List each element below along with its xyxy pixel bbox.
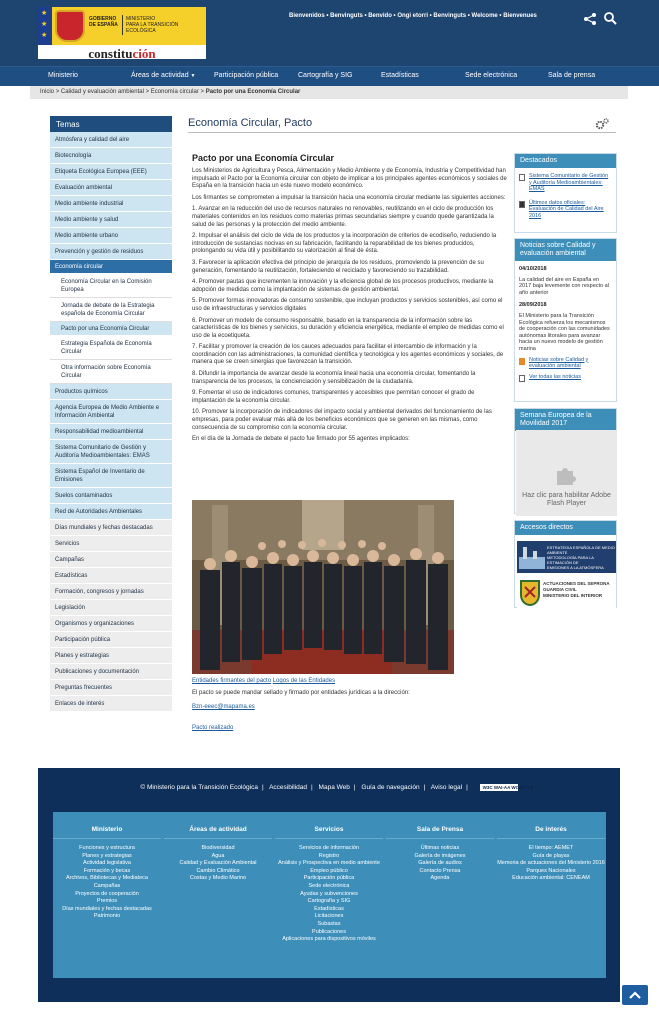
language-selector[interactable]: Bienvenidos • Benvinguts • Benvido • Ongi etorri • Benvinguts • Welcome • Bienvenues: [289, 13, 537, 19]
footer-link[interactable]: Formación y becas: [83, 867, 131, 874]
footer-link[interactable]: Licitaciones: [314, 913, 344, 920]
sidebar-item[interactable]: Participación pública: [50, 632, 172, 648]
destacados-link-aire[interactable]: Últimos datos oficiales: Evaluación de Calidad del Aire 2016: [529, 199, 604, 219]
accesos-emisiones-text: ESTRATEGIA ESPAÑOLA DE MEDIO AMBIENTE METODOLOGÍA PARA LA ESTIMACIÓN DE EMISIONES A LA ATMÓSFERA: [547, 545, 615, 570]
footer-link[interactable]: Cambio Climático: [196, 867, 240, 874]
sidebar-item[interactable]: Agencia Europea de Medio Ambiente e Información Ambiental: [50, 400, 172, 424]
footer-link[interactable]: Empleo público: [310, 867, 348, 874]
sidebar-item[interactable]: Red de Autoridades Ambientales: [50, 504, 172, 520]
sidebar-item[interactable]: Días mundiales y fechas destacadas: [50, 520, 172, 536]
sidebar-item[interactable]: Evaluación ambiental: [50, 180, 172, 196]
nav-ministerio[interactable]: Ministerio: [48, 72, 78, 79]
paragraph: 3. Favorecer la aplicación efectiva del principio de jerarquía de los residuos, promoviendo la prevención de su generación, fomentando la reutilización, fortaleciendo el reciclado y favoreciendo su trazabilidad.: [192, 259, 484, 274]
footer-link[interactable]: Contacto Prensa: [419, 867, 461, 874]
footer-link[interactable]: Galería de audios: [418, 860, 462, 867]
share-icon[interactable]: [583, 12, 597, 26]
sidebar-item[interactable]: Productos químicos: [50, 384, 172, 400]
accesos-box: [514, 520, 617, 608]
footer-link[interactable]: Aplicaciones para dispositivos móviles: [282, 936, 376, 943]
footer-link[interactable]: Calidad y Evaluación Ambiental: [179, 860, 257, 867]
footer-link[interactable]: Costas y Medio Marino: [189, 875, 247, 882]
paragraph: 6. Promover un modelo de consumo responsable, basado en la transparencia de la información sobre las características de los bienes y servicios, su duración y eficiencia energética, mediante el empleo de medidas como el uso de la ecoetiqueta.: [192, 317, 504, 339]
paragraph: Los Ministerios de Agricultura y Pesca, Alimentación y Medio Ambiente y de Economía, Industria y Competitividad han impulsado el Pacto por la Economía circular con objeto de implicar a los principales agentes económicos y sociales de España en la transición hacia un este nuevo modelo económico.: [192, 168, 507, 190]
document-icon: [519, 174, 525, 181]
sidebar-item[interactable]: Publicaciones y documentación: [50, 664, 172, 680]
sidebar-item[interactable]: Medio ambiente urbano: [50, 228, 172, 244]
footer-copyright[interactable]: © Ministerio para la Transición Ecológica: [140, 784, 258, 792]
nav-sede[interactable]: Sede electrónica: [465, 72, 518, 79]
main-nav: [0, 66, 659, 86]
footer-link[interactable]: Agua: [211, 852, 225, 859]
sidebar-item[interactable]: Medio ambiente y salud: [50, 212, 172, 228]
footer-aviso-legal[interactable]: Aviso legal: [430, 784, 463, 792]
constitucion-logo: constitución: [88, 46, 156, 61]
news-item[interactable]: La calidad del aire en España en 2017 baja levemente con respecto al año anterior: [519, 276, 609, 296]
paragraph: 8. Difundir la importancia de avanzar desde la economía lineal hacia una economía circular, fomentando la transparencia de los procesos, la concienciación y sensibilización de la ciudadanía.: [192, 371, 476, 385]
footer-guia[interactable]: Guía de navegación: [361, 784, 420, 792]
nav-estadisticas[interactable]: Estadísticas: [381, 72, 419, 79]
seprona-emblem-icon: [519, 579, 541, 607]
sidebar-item[interactable]: Etiqueta Ecológica Europea (EEE): [50, 164, 172, 180]
group-photo: [192, 500, 454, 674]
footer-link[interactable]: Ayudas y subvenciones: [300, 890, 358, 897]
chevron-up-icon: [622, 985, 648, 1005]
footer-accesibilidad[interactable]: Accesibilidad: [269, 784, 308, 792]
semana-title: Semana Europea de la Movilidad 2017: [515, 409, 616, 431]
footer-link[interactable]: Sede electrónica: [308, 882, 350, 889]
sidebar-item[interactable]: Atmósfera y calidad del aire: [50, 132, 172, 148]
sidebar-item[interactable]: Sistema Español de Inventario de Emisiones: [50, 464, 172, 488]
sidebar-item[interactable]: Economía Circular en la Comisión Europea: [50, 274, 172, 298]
nav-participacion[interactable]: Participación pública: [214, 72, 279, 79]
news-date: 28/09/2018: [519, 302, 547, 309]
sidebar-item[interactable]: Pacto por una Economía Circular: [50, 322, 172, 336]
nav-prensa[interactable]: Sala de prensa: [548, 72, 596, 79]
flash-text: Haz clic para habilitar Adobe Flash Player: [522, 492, 611, 507]
footer-link[interactable]: Premios: [96, 898, 118, 905]
sidebar-item[interactable]: Preguntas frecuentes: [50, 680, 172, 696]
footer-link[interactable]: Educación ambiental: CENEAM: [512, 875, 590, 882]
noticias-title: Noticias sobre Calidad y evaluación ambiental: [515, 239, 616, 261]
footer-link[interactable]: Biodiversidad: [201, 845, 235, 851]
chevron-down-icon: ▼: [190, 73, 196, 79]
sidebar-item[interactable]: Responsabilidad medioambiental: [50, 424, 172, 440]
sidebar-item[interactable]: Legislación: [50, 600, 172, 616]
paragraph: 7. Facilitar y promover la creación de los cauces adecuados para facilitar el intercambio de información y la coordinación con las administraciones, la comunidad científica y tecnológica y los agentes económicos y sociales, de manera que se creen sinergias que favorezcan la transición.: [192, 344, 504, 366]
footer-link[interactable]: Planes y estrategias: [82, 852, 132, 859]
government-logo[interactable]: [38, 7, 206, 59]
footer-link[interactable]: El tiempo: AEMET: [528, 845, 574, 851]
paragraph: 4. Promover pautas que incrementen la innovación y la eficiencia global de los procesos productivos, mediante la adopción de medidas como la implantación de sistemas de gestión ambiental.: [192, 279, 494, 293]
footer-sitemap: [53, 812, 606, 978]
pacto-link[interactable]: Pacto realizado: [192, 724, 234, 731]
footer-link[interactable]: Participación pública: [303, 875, 355, 882]
footer-link[interactable]: Memoria de actuaciones del Ministerio 2016: [497, 860, 605, 867]
footer-link[interactable]: Funciones y estructura: [79, 845, 135, 851]
footer-link[interactable]: Días mundiales y fechas destacadas: [62, 905, 152, 912]
semana-box: [514, 408, 617, 514]
footer-link[interactable]: Cartografía y SIG: [307, 898, 351, 905]
search-icon[interactable]: [603, 11, 617, 25]
footer-link[interactable]: Campañas: [93, 882, 121, 889]
footer-links: © Ministerio para la Transición Ecológica | Accesibilidad | Mapa Web | Guía de navegación | Aviso legal | W3C WAI-AA WCAG 2.0: [140, 784, 534, 792]
footer-link[interactable]: Registro: [318, 852, 340, 859]
breadcrumb-economia[interactable]: Economía circular: [150, 89, 199, 95]
nav-areas[interactable]: Áreas de actividad ▼: [131, 72, 196, 79]
eu-flag-icon: ★ ★ ★: [38, 7, 52, 45]
footer-link[interactable]: Archivos, Bibliotecas y Mediateca: [66, 875, 148, 882]
rss-icon: [519, 358, 525, 365]
footer-link[interactable]: Análisis y Prospectiva en medio ambiente: [278, 860, 380, 867]
footer-col-prensa: Sala de Prensa Últimas noticias Galería de imágenes Galería de audios Contacto Prensa Agenda: [386, 826, 494, 883]
site-header: [0, 0, 659, 66]
coat-of-arms-icon: [55, 10, 85, 42]
list-icon: [519, 375, 525, 382]
nav-cartografia[interactable]: Cartografía y SIG: [298, 72, 353, 79]
footer-link[interactable]: Guía de playas: [532, 852, 570, 859]
paragraph: 1. Avanzar en la reducción del uso de recursos naturales no renovables, reutilizando en el ciclo de producción los materiales contenidos en los residuos como materias primas secundarias siempre y cuando quede garantizada la salud de las personas y la protección del medio ambiente.: [192, 206, 494, 228]
footer-link[interactable]: Galería de imágenes: [414, 852, 466, 859]
sidebar-item[interactable]: Otra información sobre Economía Circular: [50, 360, 172, 384]
sidebar-item[interactable]: Biotecnología: [50, 148, 172, 164]
footer-col-areas: Áreas de actividad Biodiversidad Agua Calidad y Evaluación Ambiental Cambio Climático Costas y Medio Marino: [164, 826, 272, 883]
sidebar-item[interactable]: Organismos y organizaciones: [50, 616, 172, 632]
flash-placeholder[interactable]: [516, 430, 617, 516]
footer-link[interactable]: Servicios de información: [299, 845, 359, 851]
footer-col-interes: De interés El tiempo: AEMET Guía de playas Memoria de actuaciones del Ministerio 2016 Parques Nacionales Educación ambiental: CENEAM: [497, 826, 605, 882]
gear-icon[interactable]: [595, 117, 609, 131]
footer-link[interactable]: Proyectos de cooperación: [75, 890, 139, 897]
sidebar: [50, 116, 172, 712]
breadcrumb-inicio[interactable]: Inicio: [40, 89, 55, 95]
main-content: [192, 153, 508, 448]
ministry-label: MINISTERIO PARA LA TRANSICIÓN ECOLÓGICA: [126, 16, 179, 34]
external-link-icon: [519, 201, 525, 208]
breadcrumb-calidad[interactable]: Calidad y evaluación ambiental: [60, 89, 144, 95]
footer-link[interactable]: Patrimonio: [93, 913, 121, 920]
sidebar-item[interactable]: Jornada de debate de la Estrategia española de Economía Circular: [50, 298, 172, 322]
accesos-seprona-text: ACTUACIONES DEL SEPRONA GUARDIA CIVIL MINISTERIO DEL INTERIOR: [543, 581, 610, 598]
sidebar-item[interactable]: Estrategia Española de Economía Circular: [50, 336, 172, 360]
footer-link[interactable]: Agenda: [430, 875, 450, 882]
breadcrumb: Inicio > Calidad y evaluación ambiental > Economía circular > Pacto por una Economía Circular: [40, 89, 301, 95]
paragraph: 2. Impulsar el análisis del ciclo de vida de los productos y la incorporación de criterios de ecodiseño, reduciendo la introducción de sustancias nocivas en su fabricación, facilitando la reparabilidad de los bienes producidos, prolongando su vida útil y posibilitando su valorización al final de ésta.: [192, 233, 497, 255]
footer-col-ministerio: Ministerio Funciones y estructura Planes y estrategias Actividad legislativa Formación y becas Archivos, Bibliotecas y Mediateca Campañas Proyectos de cooperación Premios Días mundiales y fechas destacadas Patrimonio: [53, 826, 161, 921]
factory-icon: [519, 545, 545, 569]
paragraph: Los firmantes se comprometen a impulsar la transición hacia una economía circular mediante las siguientes acciones:: [192, 194, 506, 201]
page-title: Economía Circular, Pacto: [188, 117, 313, 129]
site-footer: [38, 768, 620, 1002]
paragraph: En el día de la Jornada de debate el pacto fue firmado por 55 agentes implicados:: [192, 436, 410, 443]
sidebar-item[interactable]: Prevención y gestión de residuos: [50, 244, 172, 260]
logos-link[interactable]: Logos de las Entidades: [272, 678, 336, 684]
sidebar-item[interactable]: Sistema Comunitario de Gestión y Auditoría Medioambientales: EMAS: [50, 440, 172, 464]
sidebar-item[interactable]: Medio ambiente industrial: [50, 196, 172, 212]
footer-link[interactable]: Estadísticas: [314, 905, 344, 912]
email-link[interactable]: Bzn-eeec@mapama.es: [192, 704, 255, 711]
rss-link[interactable]: Noticias sobre Calidad y evaluación ambiental: [529, 356, 589, 370]
sidebar-item[interactable]: Campañas: [50, 552, 172, 568]
footer-link[interactable]: Publicaciones: [312, 928, 346, 935]
paragraph: 10. Promover la incorporación de indicadores del impacto social y ambiental derivados del funcionamiento de las empresas, para poder evaluar más allá de los beneficios económicos que se generen en las mismas, como consecuencia de su compromiso con la economía circular.: [192, 409, 492, 431]
entities-link[interactable]: Entidades firmantes del pacto: [192, 678, 272, 684]
footer-link[interactable]: Últimas noticias: [420, 845, 460, 851]
news-date: 04/10/2018: [519, 266, 547, 272]
sidebar-item[interactable]: Suelos contaminados: [50, 488, 172, 504]
destacados-title: Destacados: [515, 154, 616, 168]
footer-col-servicios: Servicios Servicios de información Registro Análisis y Prospectiva en medio ambiente Empleo público Participación pública Sede electrónica Ayudas y subvenciones Cartografía y SIG Estadísticas Licitaciones Subastas Publicaciones Aplicaciones para dispositivos móviles: [275, 826, 383, 944]
sidebar-item[interactable]: Enlaces de interés: [50, 696, 172, 712]
sidebar-item[interactable]: Estadísticas: [50, 568, 172, 584]
news-item[interactable]: El Ministerio para la Transición Ecológica refuerza los mecanismos de cooperación con las comunidades autónomas litorales para avanzar hacia un nuevo modelo de gestión marina: [519, 312, 610, 352]
accesos-title: Accesos directos: [515, 521, 616, 535]
footer-link[interactable]: Actividad legislativa: [83, 860, 131, 867]
back-to-top-button[interactable]: [622, 985, 648, 1005]
article-heading: Pacto por una Economía Circular: [192, 153, 335, 163]
footer-link[interactable]: Parques Nacionales: [526, 867, 576, 874]
breadcrumb-current: Pacto por una Economía Circular: [205, 89, 301, 95]
sidebar-item[interactable]: Planes y estrategias: [50, 648, 172, 664]
destacados-link-emas[interactable]: Sistema Comunitario de Gestión y Auditoría Medioambientales: EMAS: [529, 173, 609, 193]
footer-mapa-web[interactable]: Mapa Web: [318, 784, 350, 792]
sign-text: El pacto se puede mandar sellado y firmado por entidades jurídicas a la dirección:: [192, 689, 410, 696]
sidebar-item[interactable]: Formación, congresos y jornadas: [50, 584, 172, 600]
footer-link[interactable]: Subastas: [317, 920, 341, 927]
destacados-box: [514, 153, 617, 233]
noticias-box: [514, 238, 617, 402]
puzzle-icon: [554, 465, 576, 487]
sidebar-item[interactable]: Servicios: [50, 536, 172, 552]
sidebar-item[interactable]: Economía circular: [50, 260, 172, 274]
all-news-link[interactable]: Ver todas las noticias: [529, 373, 581, 380]
paragraph: 5. Promover formas innovadoras de consumo sostenible, que incluyan productos y servicios sostenibles, así como el uso de infraestructuras y servicios digitales: [192, 298, 503, 312]
gov-label: GOBIERNO DE ESPAÑA: [89, 16, 118, 28]
paragraph: 9. Fomentar el uso de indicadores comunes, transparentes y accesibles que permitan conocer el grado de implantación de la economía circular.: [192, 390, 475, 404]
sidebar-title: Temas: [50, 116, 172, 132]
w3c-badge[interactable]: W3C WAI-AA WCAG 2.0: [480, 784, 518, 791]
